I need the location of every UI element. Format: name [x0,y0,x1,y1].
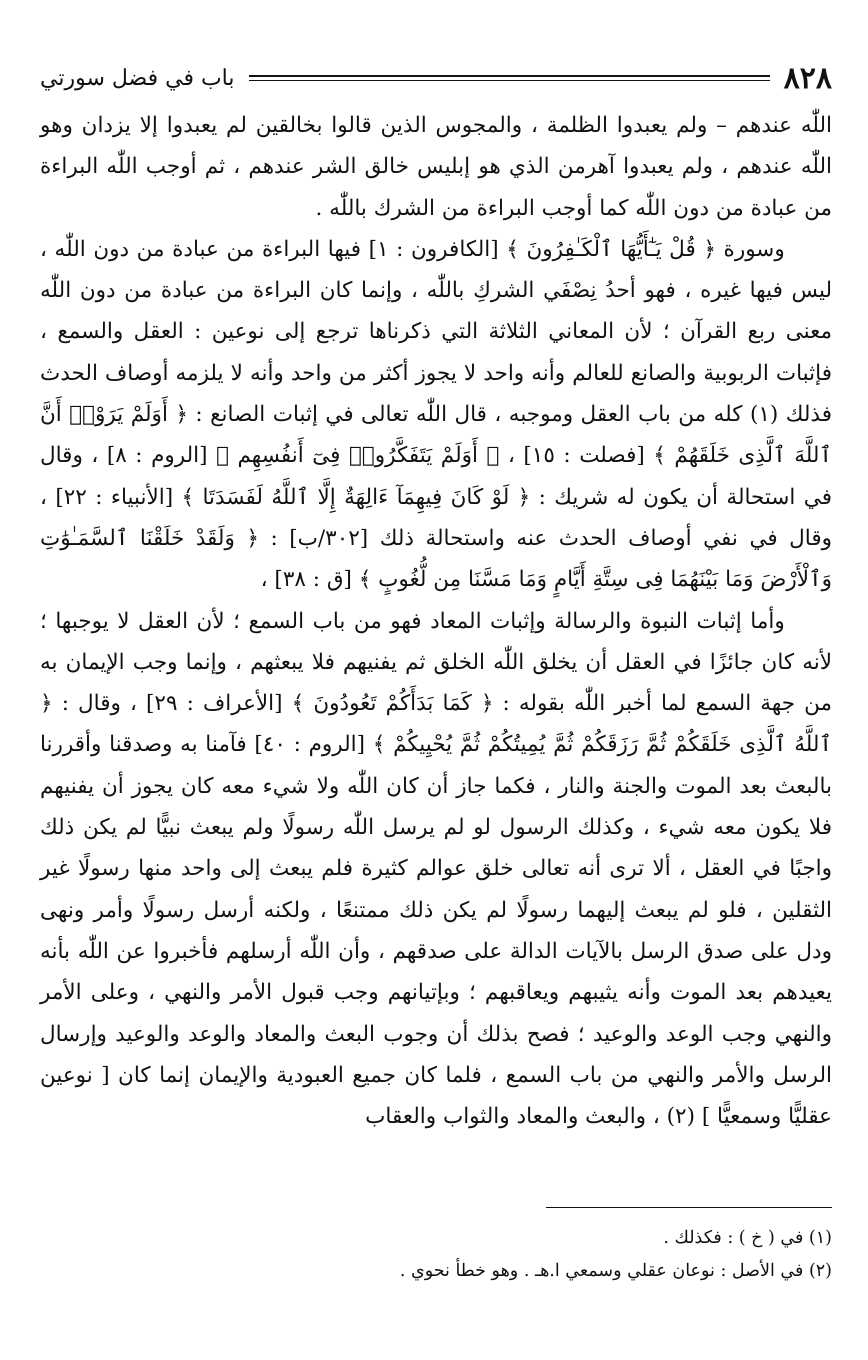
page-number: ٨٢٨ [783,60,832,96]
footnote: (٢) في الأصل : نوعان عقلي وسمعي ا.هـ . وهو خطأ نحوي . [399,1261,832,1281]
paragraph: وأما إثبات النبوة والرسالة وإثبات المعاد فهو من باب السمع ؛ لأن العقل لا يوجبها ؛ لأنه كان جائزًا في العقل أن يخلق اللّٰه الخلق ثم يفنيهم فلا يبعثهم ، وإنما وجب الإيمان به من جهة السمع لما أخبر اللّٰه بقوله : ﴿ كَمَا بَدَأَكُمْ تَعُودُونَ ﴾ [الأعراف : ٢٩] ، وقال : ﴿ ٱللَّهُ ٱلَّذِى خَلَقَكُمْ ثُمَّ رَزَقَكُمْ ثُمَّ يُمِيتُكُمْ ثُمَّ يُحْيِيكُمْ ﴾ [الروم : ٤٠] فآمنا به وصدقنا وأقررنا بالبعث بعد الموت والجنة والنار ، فكما جاز أن كان اللّٰه ولا شيء معه كان يجوز أن يفنيهم فلا يكون معه شيء ، وكذلك الرسول لو لم يرسل اللّٰه رسولًا ولم يبعث نبيًّا لم يكن ذلك واجبًا في العقل ، ألا ترى أنه تعالى خلق عوالم كثيرة فلم يبعث إلى واحد منها رسولًا غير الثقلين ، فلو لم يبعث إليهما رسولًا لم يكن ذلك ممتنعًا ، ولكنه أرسل رسولًا وأمر ونهى ودل على صدق الرسل بالآيات الدالة على صدقهم ، وأن اللّٰه أرسلهم فأخبروا عن اللّٰه بأنه يعيدهم بعد الموت وأنه يثيبهم ويعاقبهم ؛ وبإتيانهم وجب قبول الأمر والنهي ، وعلى الأمر والنهي وجب الوعد والوعيد ؛ فصح بذلك أن وجوب البعث والمعاد والوعد والوعيد وإرسال الرسل والأمر والنهي من باب السمع ، فلما كان جميع العبودية والإيمان إنما كان [ نوعين عقليًّا وسمعيًّا ] (٢) ، والبعث والمعاد والثواب والعقاب [40,608,833,1130]
paragraph: اللّٰه عندهم – ولم يعبدوا الظلمة ، والمجوس الذين قالوا بخالقين لم يعبدوا إلا يزدان وهو اللّٰه عندهم ، ولم يعبدوا آهرمن الذي هو إبليس خالق الشر عندهم ، ثم أوجب اللّٰه البراءة من عبادة من دون اللّٰه كما أوجب البراءة من الشرك باللّٰه . [40,113,832,221]
footnote-separator [546,1207,832,1208]
running-title: باب في فضل سورتي [40,65,235,91]
footnotes [40,1222,832,1288]
main-text [40,105,832,1137]
footnote: (١) في ( خ ) : فكذلك . [663,1228,832,1248]
page-header [40,58,832,98]
paragraph: وسورة ﴿ قُلْ يَـٰٓأَيُّهَا ٱلْكَـٰفِرُونَ ﴾ [الكافرون : ١] فيها البراءة من عبادة من دون اللّٰه ، ليس فيها غيره ، فهو أحدُ نِصْفَي الشركِ باللّٰه ، وإنما كان البراءة من عبادة من دون اللّٰه معنى ربع القرآن ؛ لأن المعاني الثلاثة التي ذكرناها ترجع إلى نوعين : العقل والسمع ، فإثبات الربوبية والصانع للعالم وأنه واحد لا يجوز أكثر من واحد وأنه لا يلزمه أوصاف الحدث فذلك (١) كله من باب العقل وموجبه ، قال اللّٰه تعالى في إثبات الصانع : ﴿ أَوَلَمْ يَرَوْا۟ أَنَّ ٱللَّهَ ٱلَّذِى خَلَقَهُمْ ﴾ [فصلت : ١٥] ، ﴿ أَوَلَمْ يَتَفَكَّرُوا۟ فِىٓ أَنفُسِهِم ﴾ [الروم : ٨] ، وقال في استحالة أن يكون له شريك : ﴿ لَوْ كَانَ فِيهِمَآ ءَالِهَةٌ إِلَّا ٱللَّهُ لَفَسَدَتَا ﴾ [الأنبياء : ٢٢] ، وقال في نفي أوصاف الحدث عنه واستحالة ذلك [٣٠٢/ب] : ﴿ وَلَقَدْ خَلَقْنَا ٱلسَّمَـٰوَٰتِ وَٱلْأَرْضَ وَمَا بَيْنَهُمَا فِى سِتَّةِ أَيَّامٍ وَمَا مَسَّنَا مِن لُّغُوبٍ ﴾ [ق : ٣٨] ، [40,236,832,593]
header-rule [249,75,770,81]
